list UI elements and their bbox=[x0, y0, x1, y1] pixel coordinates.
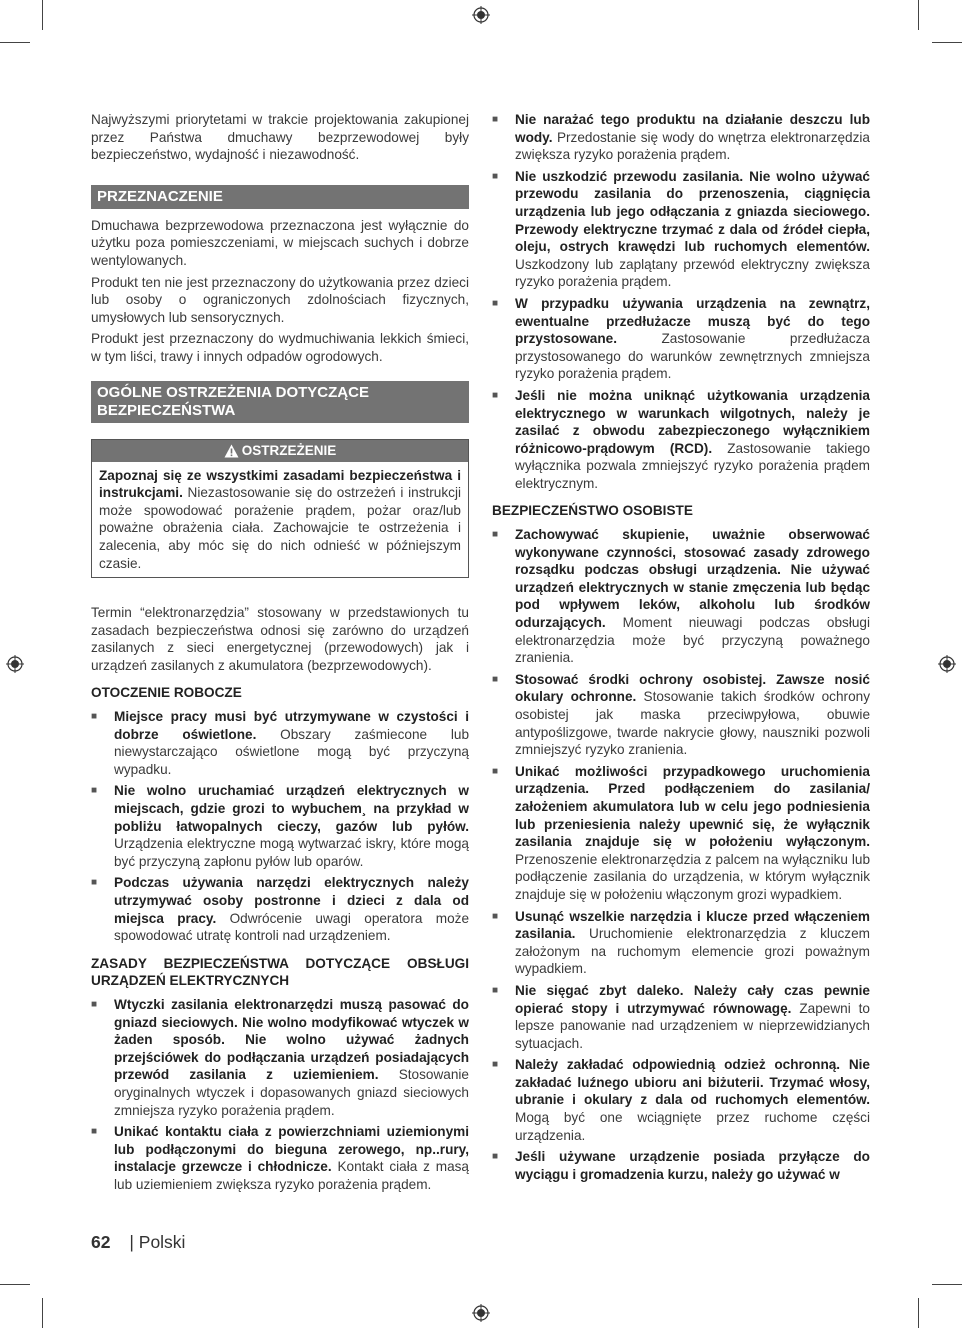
right-column bbox=[492, 111, 870, 1187]
list-item: ■ Podczas używania narzędzi elektrycznych należy utrzymywać osoby postronne i dzieci z dala od miejsca pracy. Odwrócenie uwagi operatora może spowodować utratę kontroli nad urządzeniem. bbox=[91, 874, 469, 944]
work-area-list bbox=[91, 708, 469, 945]
warning-body bbox=[92, 462, 468, 578]
registration-mark-icon bbox=[6, 655, 24, 673]
registration-mark-icon bbox=[938, 655, 956, 673]
crop-mark bbox=[918, 0, 919, 30]
footer-separator: | bbox=[129, 1232, 134, 1252]
warning-box bbox=[91, 439, 469, 579]
list-item: ■ Zachowywać skupienie, uważnie obserwować wykonywane czynności, stosować zasady zdrowego rozsądku podczas obsługi urządzenia. Nie używać urządzeń elektrycznych w stanie zmęczenia lub będąc pod wpływem leków, alkoholu lub środków odurzających. Moment nieuwagi podczas obsługi elektronarzędzia może być przyczyną poważnego zranienia. bbox=[492, 526, 870, 667]
purpose-paragraph: Dmuchawa bezprzewodowa przeznaczona jest wyłącznie do użytku poza pomieszczeniami, w miejscach suchych i dobrze wentylowanych. bbox=[91, 217, 469, 268]
footer-language: Polski bbox=[138, 1232, 186, 1252]
warning-triangle-icon bbox=[224, 444, 239, 458]
left-column bbox=[91, 111, 469, 1198]
list-item: ■ Miejsce pracy musi być utrzymywane w czystości i dobrze oświetlone. Obszary zaśmiecone lub niewystarczająco oświetlone mogą być przyczyną wypadku. bbox=[91, 708, 469, 778]
work-area-heading: OTOCZENIE ROBOCZE bbox=[91, 685, 242, 701]
list-item: ■ Usunąć wszelkie narzędzia i klucze przed włączeniem zasilania. Uruchomienie elektronarzędzia z kluczem założonym na ruchomym elemencie grozi poważnym wypadkiem. bbox=[492, 908, 870, 978]
electrical-list-continued bbox=[492, 111, 870, 492]
list-item: ■ Należy zakładać odpowiednią odzież ochronną. Nie zakładać luźnego ubioru ani biżuterii. Trzymać włosy, ubranie i okulary z dala od ruchomych elementów. Mogą być one wciągnięte przez ruchome części urządzenia. bbox=[492, 1056, 870, 1144]
list-item: ■ Unikać możliwości przypadkowego uruchomienia urządzenia. Przed podłączeniem do zasilania/ założeniem akumulatora lub w celu jego podniesienia lub przeniesienia należy upewnić się, że wyłącznik zasilania znajduje się w położeniu wyłączonym. Przenoszenie elektronarzędzia z palcem na wyłączniku lub podłączenie zasilania do urządzenia, w którym wyłącznik znajduje się w położeniu włączonym grozi wypadkiem. bbox=[492, 763, 870, 904]
crop-mark bbox=[42, 0, 43, 30]
intro-paragraph: Najwyższymi priorytetami w trakcie projektowania zakupionej przez Państwa dmuchawy bezprzewodowej były bezpieczeństwo, wydajność i niezawodność. bbox=[91, 112, 469, 163]
page-number: 62 bbox=[91, 1232, 111, 1252]
crop-mark bbox=[918, 1298, 919, 1328]
registration-mark-icon bbox=[472, 6, 490, 24]
purpose-paragraph: Produkt ten nie jest przeznaczony do użytkowania przez dzieci lub osoby o ograniczonych zdolnościach fizycznych, umysłowych lub sensorycznych. bbox=[91, 274, 469, 325]
warning-bold: Zapoznaj się ze wszystkimi zasadami bezpieczeństwa i instrukcjami. bbox=[99, 467, 461, 501]
purpose-paragraph: Produkt jest przeznaczony do wydmuchiwania lekkich śmieci, w tym liści, trawy i innych odpadów ogrodowych. bbox=[91, 331, 469, 364]
electrical-list bbox=[91, 996, 469, 1194]
list-item: ■ Jeśli używane urządzenie posiada przyłącze do wyciągu i gromadzenia kurzu, należy go używać w bbox=[492, 1148, 870, 1183]
warning-text: Niezastosowanie się do ostrzeżeń i instrukcji może spowodować porażenie prądem, pożar oraz/lub poważne obrażenia ciała. Zachowajcie te ostrzeżenia i zalecenia, aby móc się do nich odnieść w późniejszym czasie. bbox=[99, 485, 461, 571]
list-item: ■ Stosować środki ochrony osobistej. Zawsze nosić okulary ochronne. Stosowanie takich środków ochrony osobistej jak maska przeciwpyłowa, obuwie antypoślizgowe, twarde nakrycie głowy, nauszniki pozwoli zmniejszyć ryzyko zranienia. bbox=[492, 671, 870, 759]
crop-mark bbox=[0, 1284, 30, 1285]
list-item: ■ Wtyczki zasilania elektronarzędzi muszą pasować do gniazd sieciowych. Nie wolno modyfikować wtyczek w żaden sposób. Nie wolno używać żadnych przejściówek do podłączania urządzeń posiadających przewód zasilania z uziemieniem. Stosowanie oryginalnych wtyczek i dopasowanych gniazd sieciowych zmniejsza ryzyko porażenia prądem. bbox=[91, 996, 469, 1119]
crop-mark bbox=[42, 1298, 43, 1328]
purpose-heading: PRZEZNACZENIE bbox=[91, 185, 469, 209]
personal-safety-list bbox=[492, 526, 870, 1183]
list-item: ■ Nie uszkodzić przewodu zasilania. Nie wolno używać przewodu zasilania do przenoszenia, ciągnięcia urządzenia lub jego odłączania z gniazda sieciowego. Przewody elektryczne trzymać z dala od źródeł ciepła, oleju, ostrych krawędzi lub ruchomych elementów. Uszkodzony lub zaplątany przewód elektryczny zwiększa ryzyko porażenia prądem. bbox=[492, 168, 870, 291]
electrical-heading: ZASADY BEZPIECZEŃSTWA DOTYCZĄCE OBSŁUGI URZĄDZEŃ ELEKTRYCZNYCH bbox=[91, 955, 469, 989]
list-item: ■ Jeśli nie można uniknąć użytkowania urządzenia elektrycznego w warunkach wilgotnych, należy je zasilać z obwodu zabezpieczonego wyłącznikiem różnicowo-prądowym (RCD). Zastosowanie takiego wyłącznika pozwala zmniejszyć ryzyko porażenia prądem elektrycznym. bbox=[492, 387, 870, 493]
list-item: ■ W przypadku używania urządzenia na zewnątrz, ewentualne przedłużacze muszą być do tego przystosowane. Zastosowanie przedłużacza przystosowanego do warunków zewnętrznych zmniejsza ryzyko porażenia prądem. bbox=[492, 295, 870, 383]
warning-title: OSTRZEŻENIE bbox=[241, 442, 337, 458]
list-item: ■ Nie sięgać zbyt daleko. Należy cały czas pewnie opierać stopy i utrzymywać równowagę. Zapewni to lepsze panowanie nad urządzeniem w nieprzewidzianych sytuacjach. bbox=[492, 982, 870, 1052]
general-warnings-heading: OGÓLNE OSTRZEŻENIA DOTYCZĄCE BEZPIECZEŃSTWA bbox=[91, 381, 469, 423]
warning-header bbox=[92, 440, 468, 462]
term-paragraph: Termin “elektronarzędzia” stosowany w przedstawionych tu zasadach bezpieczeństwa odnosi się zarówno do urządzeń zasilanych z sieci energetycznej (przewodowych) jak i urządzeń zasilanych z akumulatora (bezprzewodowych). bbox=[91, 605, 469, 673]
list-item: ■ Nie narażać tego produktu na działanie deszczu lub wody. Przedostanie się wody do wnętrza elektronarzędzia zwiększa ryzyko porażenia prądem. bbox=[492, 111, 870, 164]
list-item: ■ Unikać kontaktu ciała z powierzchniami uziemionymi lub podłączonymi do bieguna zerowego, np..rury, instalacje grzewcze i chłodnicze. Kontakt ciała z masą lub uziemieniem zwiększa ryzyko porażenia prądem. bbox=[91, 1123, 469, 1193]
list-item: ■ Nie wolno uruchamiać urządzeń elektrycznych w miejscach, gdzie grozi to wybuchem¸ na przykład w pobliżu łatwopalnych cieczy, gazów lub pyłów. Urządzenia elektryczne mogą wytwarzać iskry, które mogą być przyczyną zapłonu pyłów lub oparów. bbox=[91, 782, 469, 870]
personal-safety-heading: BEZPIECZEŃSTWO OSOBISTE bbox=[492, 503, 693, 519]
crop-mark bbox=[932, 42, 962, 43]
registration-mark-icon bbox=[472, 1304, 490, 1322]
crop-mark bbox=[932, 1284, 962, 1285]
crop-mark bbox=[0, 42, 30, 43]
page-footer bbox=[91, 1231, 185, 1253]
